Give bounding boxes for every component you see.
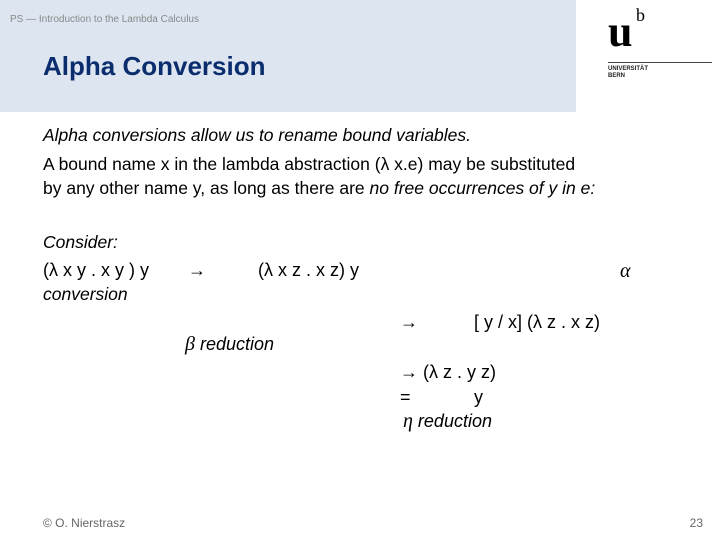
arrow-1: → (188, 260, 206, 280)
arrow-2: → (400, 312, 418, 332)
beta-reduction-text: reduction (194, 334, 275, 354)
equals-sign: = (400, 387, 411, 407)
logo-text (608, 66, 648, 80)
body-line-1: Alpha conversions allow us to rename bound variables. (43, 125, 472, 145)
result-y: y (474, 387, 483, 407)
logo-divider (608, 62, 712, 63)
page-number: 23 (689, 516, 703, 530)
expression-3: [ y / x] (λ z . x z) (474, 312, 600, 332)
body-line-3 (43, 178, 595, 199)
logo-text-line1: UNIVERSITÄT (608, 66, 649, 72)
expression-4: → (λ z . y z) (400, 362, 496, 382)
body-line-2: A bound name x in the lambda abstraction (λ x.e) may be substituted (43, 154, 576, 174)
conversion-label: conversion (43, 284, 128, 304)
body-line-3-text: by any other name y, as long as there are (43, 178, 370, 198)
eta-symbol: η (403, 410, 413, 432)
beta-reduction-label (185, 333, 274, 356)
eta-reduction-text: reduction (412, 411, 492, 431)
slide-title: Alpha Conversion (43, 51, 266, 81)
expression-1: (λ x y . x y ) y (43, 260, 149, 280)
beta-symbol: β (185, 333, 195, 355)
logo-text-line2: BERN (608, 73, 626, 79)
course-title: PS — Introduction to the Lambda Calculus (10, 14, 199, 25)
body-line-3-italic: no free occurrences of y in e: (369, 178, 596, 198)
consider-label: Consider: (43, 232, 118, 252)
expression-2: (λ x z . x z) y (258, 260, 359, 280)
university-logo (608, 5, 668, 56)
alpha-symbol: α (620, 260, 631, 282)
eta-reduction-label (403, 410, 492, 433)
logo-u: u (608, 7, 633, 56)
logo-b: b (636, 5, 645, 25)
copyright: © O. Nierstrasz (43, 516, 126, 530)
